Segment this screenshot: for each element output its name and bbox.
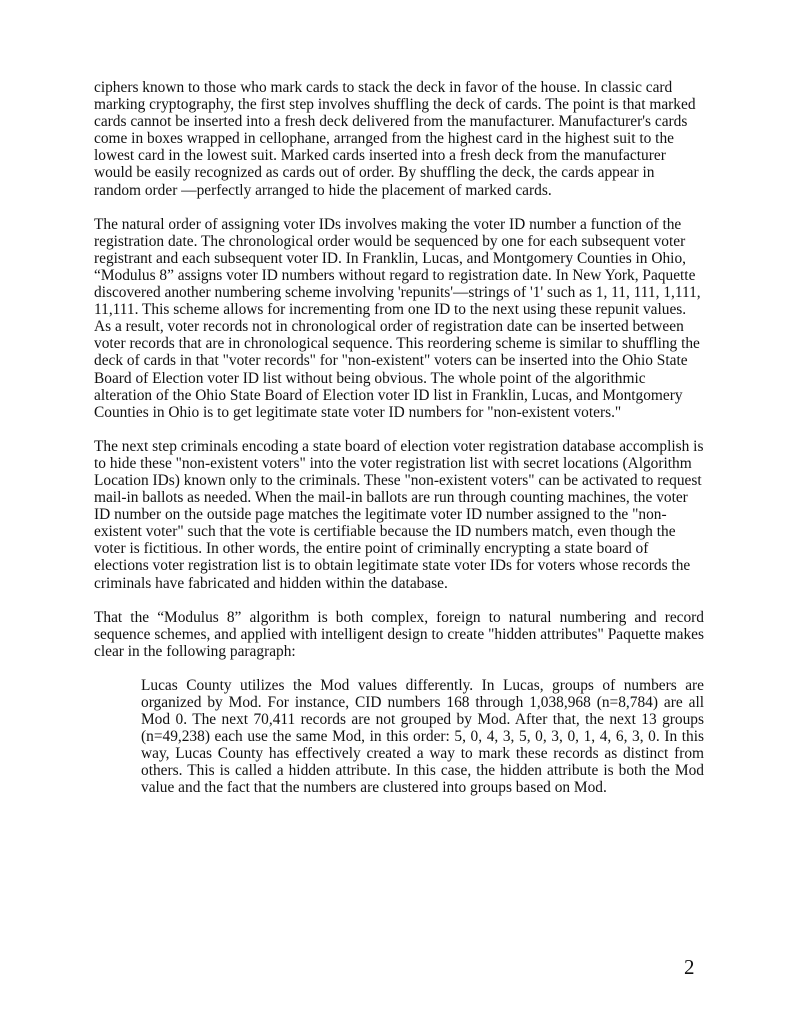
- paragraph-voter-id-order: The natural order of assigning voter IDs involves making the voter ID number a function of the registration date. The chronological order would be sequenced by one for each subsequent voter registrant and each subsequent voter ID. In Franklin, Lucas, and Montgomery Counties in Ohio, “Modulus 8” assigns voter ID numbers without regard to registration date. In New York, Paquette discovered another numbering scheme involving 'repunits'—strings of '1' such as 1, 11, 111, 1,111, 11,111. This scheme allows for incrementing from one ID to the next using these repunit values. As a result, voter records not in chronological order of registration date can be inserted between voter records that are in chronological sequence. This reordering scheme is similar to shuffling the deck of cards in that "voter records" for "non-existent" voters can be inserted into the Ohio State Board of Election voter ID list without being obvious. The whole point of the algorithmic alteration of the Ohio State Board of Election voter ID list in Franklin, Lucas, and Montgomery Counties in Ohio is to get legitimate state voter ID numbers for "non-existent voters.": [94, 215, 701, 421]
- paragraph-spacer: [94, 592, 704, 609]
- paragraph-card-marking: ciphers known to those who mark cards to stack the deck in favor of the house. In classic card marking cryptography, the first step involves shuffling the deck of cards. The point is that marked cards cannot be inserted into a fresh deck delivered from the manufacturer. Manufacturer's cards come in boxes wrapped in cellophane, arranged from the highest card in the highest suit to the lowest card in the lowest suit. Marked cards inserted into a fresh deck from the manufacturer would be easily recognized as cards out of order. By shuffling the deck, the cards appear in random order —perfectly arranged to hide the placement of marked cards.: [94, 79, 696, 199]
- block-quote-lucas-county: Lucas County utilizes the Mod values differently. In Lucas, groups of numbers are organized by Mod. For instance, CID numbers 168 through 1,038,968 (n=8,784) are all Mod 0. The next 70,411 records are not grouped by Mod. After that, the next 13 groups (n=49,238) each use the same Mod, in this order: 5, 0, 4, 3, 5, 0, 3, 0, 1, 4, 6, 3, 0. In this way, Lucas County has effectively created a way to mark these records as distinct from others. This is called a hidden attribute. In this case, the hidden attribute is both the Mod value and the fact that the numbers are clustered into groups based on Mod.: [141, 676, 704, 797]
- document-body: [94, 79, 704, 797]
- paragraph-spacer: [94, 199, 704, 216]
- paragraph-non-existent-voters: The next step criminals encoding a state board of election voter registration database accomplish is to hide these "non-existent voters" into the voter registration list with secret locations (Algorithm Location IDs) known only to the criminals. These "non-existent voters" can be activated to request mail-in ballots as needed. When the mail-in ballots are run through counting machines, the voter ID number on the outside page matches the legitimate voter ID number assigned to the "non-existent voter" such that the vote is certifiable because the ID numbers match, even though the voter is fictitious. In other words, the entire point of criminally encrypting a state board of elections voter registration list is to obtain legitimate state voter IDs for voters whose records the criminals have fabricated and hidden within the database.: [94, 437, 704, 592]
- page-number: 2: [684, 955, 695, 979]
- paragraph-spacer: [94, 660, 704, 677]
- paragraph-modulus-intro: That the “Modulus 8” algorithm is both complex, foreign to natural numbering and record sequence schemes, and applied with intelligent design to create "hidden attributes" Paquette makes clear in the following paragraph:: [94, 608, 704, 660]
- paragraph-spacer: [94, 421, 704, 438]
